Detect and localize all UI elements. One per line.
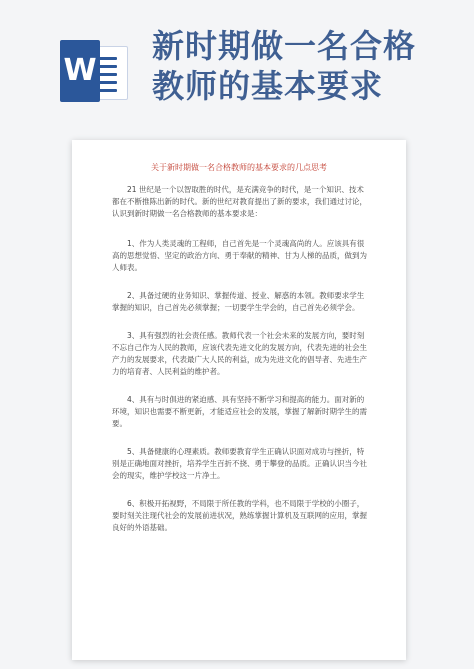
title-line-2: 教师的基本要求 bbox=[152, 67, 384, 105]
requirement-item-4: 4、具有与时俱进的紧迫感、具有坚持不断学习和提高的能力。面对新的环境，知识也需要不断更新，才能适应社会的发展，掌握了解新时期学生的需要。 bbox=[112, 395, 367, 428]
requirement-item-5: 5、具备健康的心理素质。教师要教育学生正确认识面对成功与挫折，特别是正确地面对挫折，培养学生百折不挠、勇于攀登的品质。正确认识当今社会的现实，维护学校这一片净土。 bbox=[112, 447, 367, 480]
document-page bbox=[72, 140, 406, 660]
document-body bbox=[112, 184, 370, 550]
requirement-item-6: 6、积极开拓视野，不局限于所任教的学科，也不局限于学校的小圈子，要时刻关注现代社会的发展前进状况，熟练掌握计算机及互联网的应用，掌握良好的外语基础。 bbox=[112, 499, 367, 532]
intro-paragraph: 21 世纪是一个以智取胜的时代，是充满竞争的时代，是一个知识、技术都在不断推陈出新的时代。新的世纪对教育提出了新的要求，我们通过讨论，认识到新时期做一名合格教师的基本要求是： bbox=[112, 185, 367, 218]
requirement-item-2: 2、具备过硬的业务知识、掌握传道、授业、解惑的本领。教师要求学生掌握的知识，自己首先必须掌握；一切要学生学会的，自己首先必须学会。 bbox=[112, 291, 365, 312]
title-line-1: 新时期做一名合格 bbox=[152, 27, 417, 65]
document-heading: 关于新时期做一名合格教师的基本要求的几点思考 bbox=[151, 163, 327, 172]
requirement-item-3: 3、具有强烈的社会责任感。教师代表一个社会未来的发展方向，要时刻不忘自己作为人民的教师，应该代表先进文化的发展方向，代表先进的社会生产力的发展要求，代表最广大人民的利益，成为先进文化的倡导者、先进生产力的培育者、人民利益的维护者。 bbox=[112, 331, 367, 376]
word-document-icon bbox=[60, 40, 128, 102]
page-title bbox=[152, 26, 464, 106]
requirement-item-1: 1、作为人类灵魂的工程师，自己首先是一个灵魂高尚的人。应该具有很高的思想觉悟、坚定的政治方向、勇于奉献的精神、甘为人梯的品质，做到为人师表。 bbox=[112, 239, 367, 272]
word-logo-badge: W bbox=[60, 40, 100, 102]
header bbox=[0, 0, 474, 118]
